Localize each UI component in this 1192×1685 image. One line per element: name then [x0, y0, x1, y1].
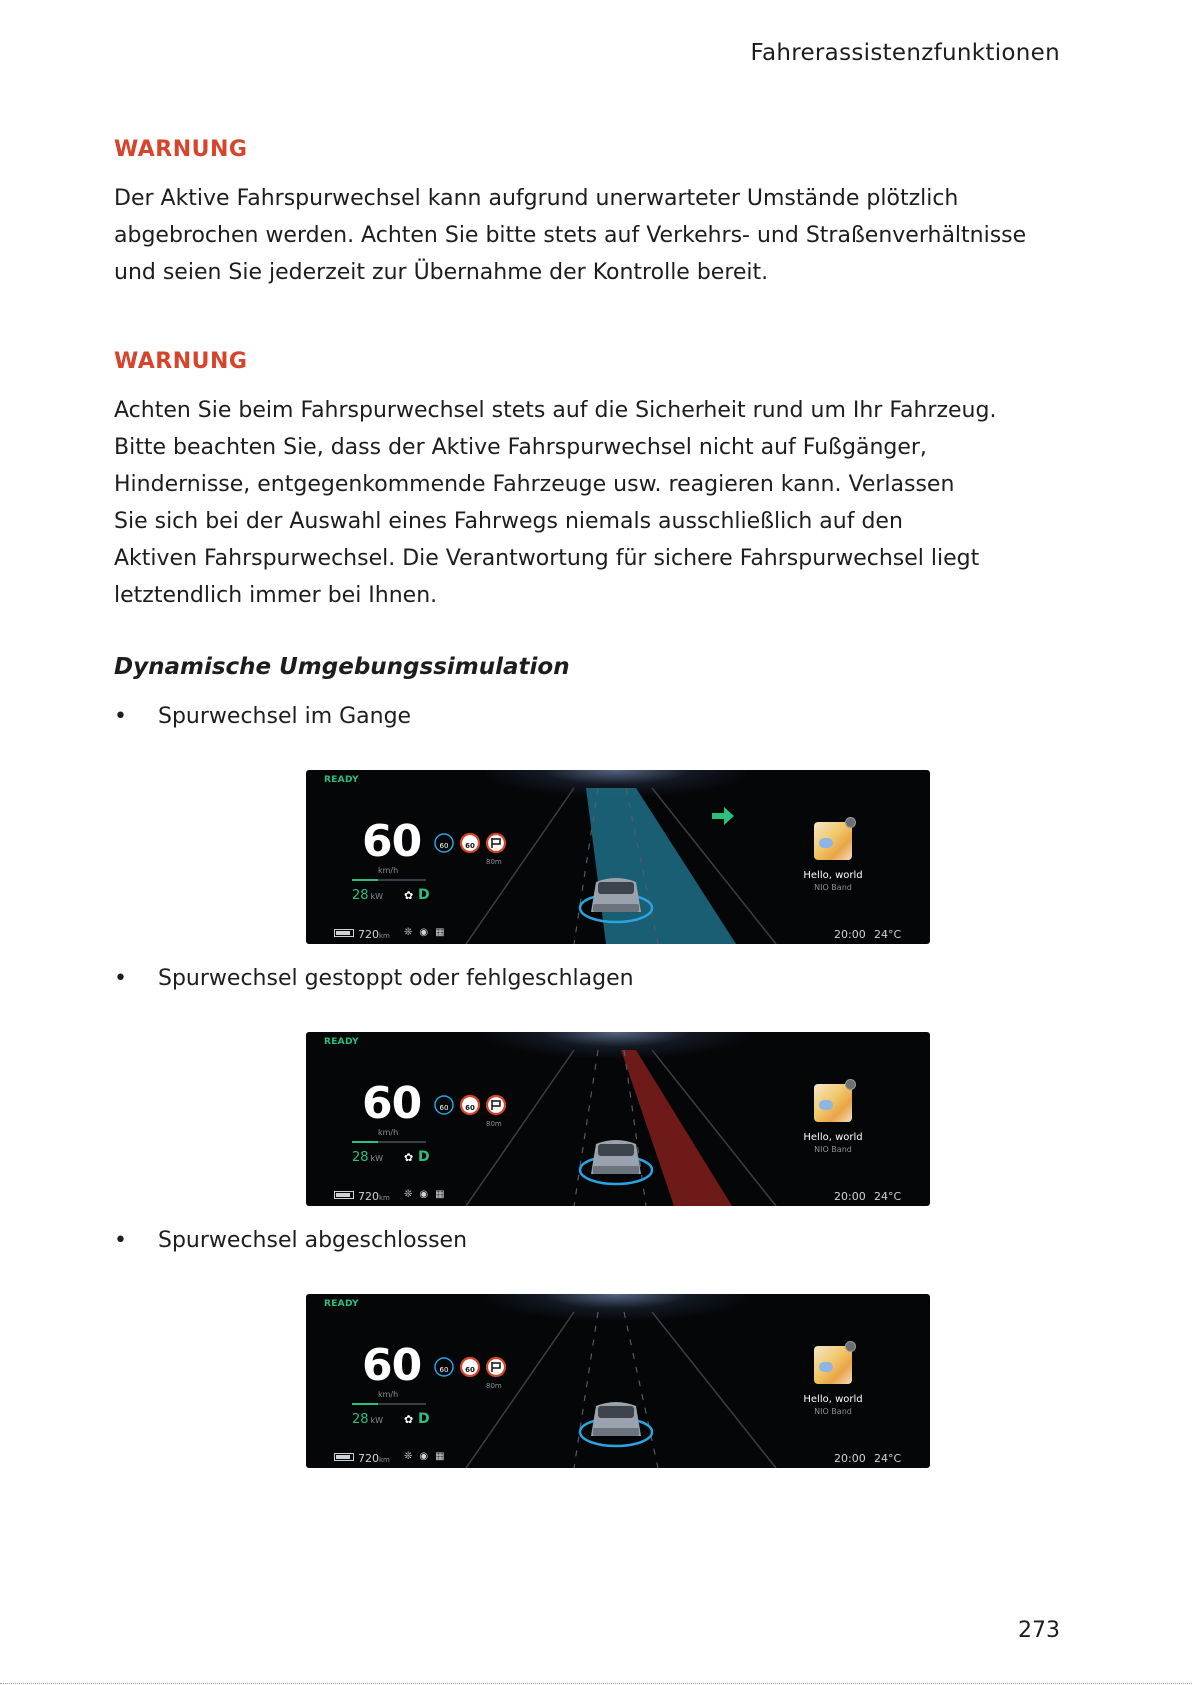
warning-line: Der Aktive Fahrspurwechsel kann aufgrund unerwarteter Umstände plötzlich [114, 186, 959, 211]
sign-limit-2: 60 [465, 1366, 475, 1374]
battery-icon [334, 929, 354, 937]
song-title: Hello, world [803, 1132, 863, 1143]
power-readout: 28 kW [352, 1412, 384, 1427]
ego-car-icon [591, 1402, 641, 1436]
warning-line: letztendlich immer bei Ihnen. [114, 583, 438, 608]
bullet-text: Spurwechsel abgeschlossen [158, 1228, 468, 1253]
album-art [814, 1346, 852, 1384]
temperature: 24°C [874, 928, 902, 941]
warning-line: Sie sich bei der Auswahl eines Fahrwegs niemals ausschließlich auf den [114, 509, 903, 534]
power-bar [352, 1403, 426, 1405]
gear-indicator: D [418, 887, 430, 903]
power-readout: 28 kW [352, 888, 384, 903]
power-bar [352, 1141, 426, 1143]
speed-unit: km/h [378, 1128, 399, 1137]
cluster-screenshot-in-progress [306, 770, 930, 944]
sign-labels [434, 1356, 514, 1382]
sign-labels [434, 1094, 514, 1120]
sign-distance: 80m [486, 1120, 502, 1128]
song-artist: NIO Band [814, 1407, 852, 1416]
warning-line: und seien Sie jederzeit zur Übernahme der Kontrolle bereit. [114, 260, 769, 285]
warning-line: Hindernisse, entgegenkommende Fahrzeuge usw. reagieren kann. Verlassen [114, 472, 955, 497]
eco-leaf-icon: ✿ [404, 1413, 414, 1426]
warning-line: Bitte beachten Sie, dass der Aktive Fahrspurwechsel nicht auf Fußgänger, [114, 435, 927, 460]
song-artist: NIO Band [814, 1145, 852, 1154]
album-art [814, 1084, 852, 1122]
speed-readout: 60 [362, 816, 422, 867]
warning-title: WARNUNG [114, 349, 248, 374]
section-title: Dynamische Umgebungssimulation [114, 654, 570, 680]
range-readout: 720km [334, 928, 390, 941]
status-icons: ❊◉▦ [404, 927, 452, 938]
status-icons: ❊◉▦ [404, 1451, 452, 1462]
sign-labels [434, 832, 514, 858]
sign-limit-2: 60 [465, 1104, 475, 1112]
speed-readout: 60 [362, 1078, 422, 1129]
warning-text [114, 392, 1074, 614]
song-artist: NIO Band [814, 883, 852, 892]
warning-line: abgebrochen werden. Achten Sie bitte stets auf Verkehrs- und Straßenverhältnisse [114, 223, 1027, 248]
warning-line: Aktiven Fahrspurwechsel. Die Verantwortung für sichere Fahrspurwechsel liegt [114, 546, 980, 571]
bullet-marker: • [114, 1228, 127, 1253]
range-readout: 720km [334, 1190, 390, 1203]
ego-car-icon [591, 878, 641, 912]
song-title: Hello, world [803, 870, 863, 881]
gear-indicator: D [418, 1411, 430, 1427]
failed-lane-highlight [621, 1050, 732, 1206]
power-readout: 28 kW [352, 1150, 384, 1165]
sign-limit-2: 60 [465, 842, 475, 850]
sign-distance: 80m [486, 1382, 502, 1390]
speed-unit: km/h [378, 1390, 399, 1399]
ready-indicator: READY [324, 775, 359, 785]
page-number: 273 [1018, 1618, 1060, 1643]
ready-indicator: READY [324, 1037, 359, 1047]
clock: 20:00 [834, 1452, 866, 1465]
lane-change-arrow-icon [710, 805, 736, 827]
ready-indicator: READY [324, 1299, 359, 1309]
song-title: Hello, world [803, 1394, 863, 1405]
sign-limit-1: 60 [439, 842, 449, 850]
cluster-screenshot-stopped [306, 1032, 930, 1206]
sign-limit-1: 60 [439, 1104, 449, 1112]
bullet-marker: • [114, 966, 127, 991]
eco-leaf-icon: ✿ [404, 889, 414, 902]
power-bar [352, 879, 426, 881]
speed-readout: 60 [362, 1340, 422, 1391]
cluster-screenshot-completed [306, 1294, 930, 1468]
running-header: Fahrerassistenzfunktionen [750, 40, 1060, 66]
warning-text [114, 180, 1074, 291]
album-art [814, 822, 852, 860]
sign-limit-1: 60 [439, 1366, 449, 1374]
battery-icon [334, 1453, 354, 1461]
temperature: 24°C [874, 1452, 902, 1465]
temperature: 24°C [874, 1190, 902, 1203]
gear-indicator: D [418, 1149, 430, 1165]
speed-unit: km/h [378, 866, 399, 875]
eco-leaf-icon: ✿ [404, 1151, 414, 1164]
warning-title: WARNUNG [114, 137, 248, 162]
battery-icon [334, 1191, 354, 1199]
ego-car-icon [591, 1140, 641, 1174]
footer-rule [0, 1683, 1192, 1684]
clock: 20:00 [834, 928, 866, 941]
bullet-text: Spurwechsel gestoppt oder fehlgeschlagen [158, 966, 634, 991]
status-icons: ❊◉▦ [404, 1189, 452, 1200]
warning-line: Achten Sie beim Fahrspurwechsel stets auf die Sicherheit rund um Ihr Fahrzeug. [114, 398, 997, 423]
range-readout: 720km [334, 1452, 390, 1465]
clock: 20:00 [834, 1190, 866, 1203]
bullet-text: Spurwechsel im Gange [158, 704, 412, 729]
bullet-marker: • [114, 704, 127, 729]
sign-distance: 80m [486, 858, 502, 866]
